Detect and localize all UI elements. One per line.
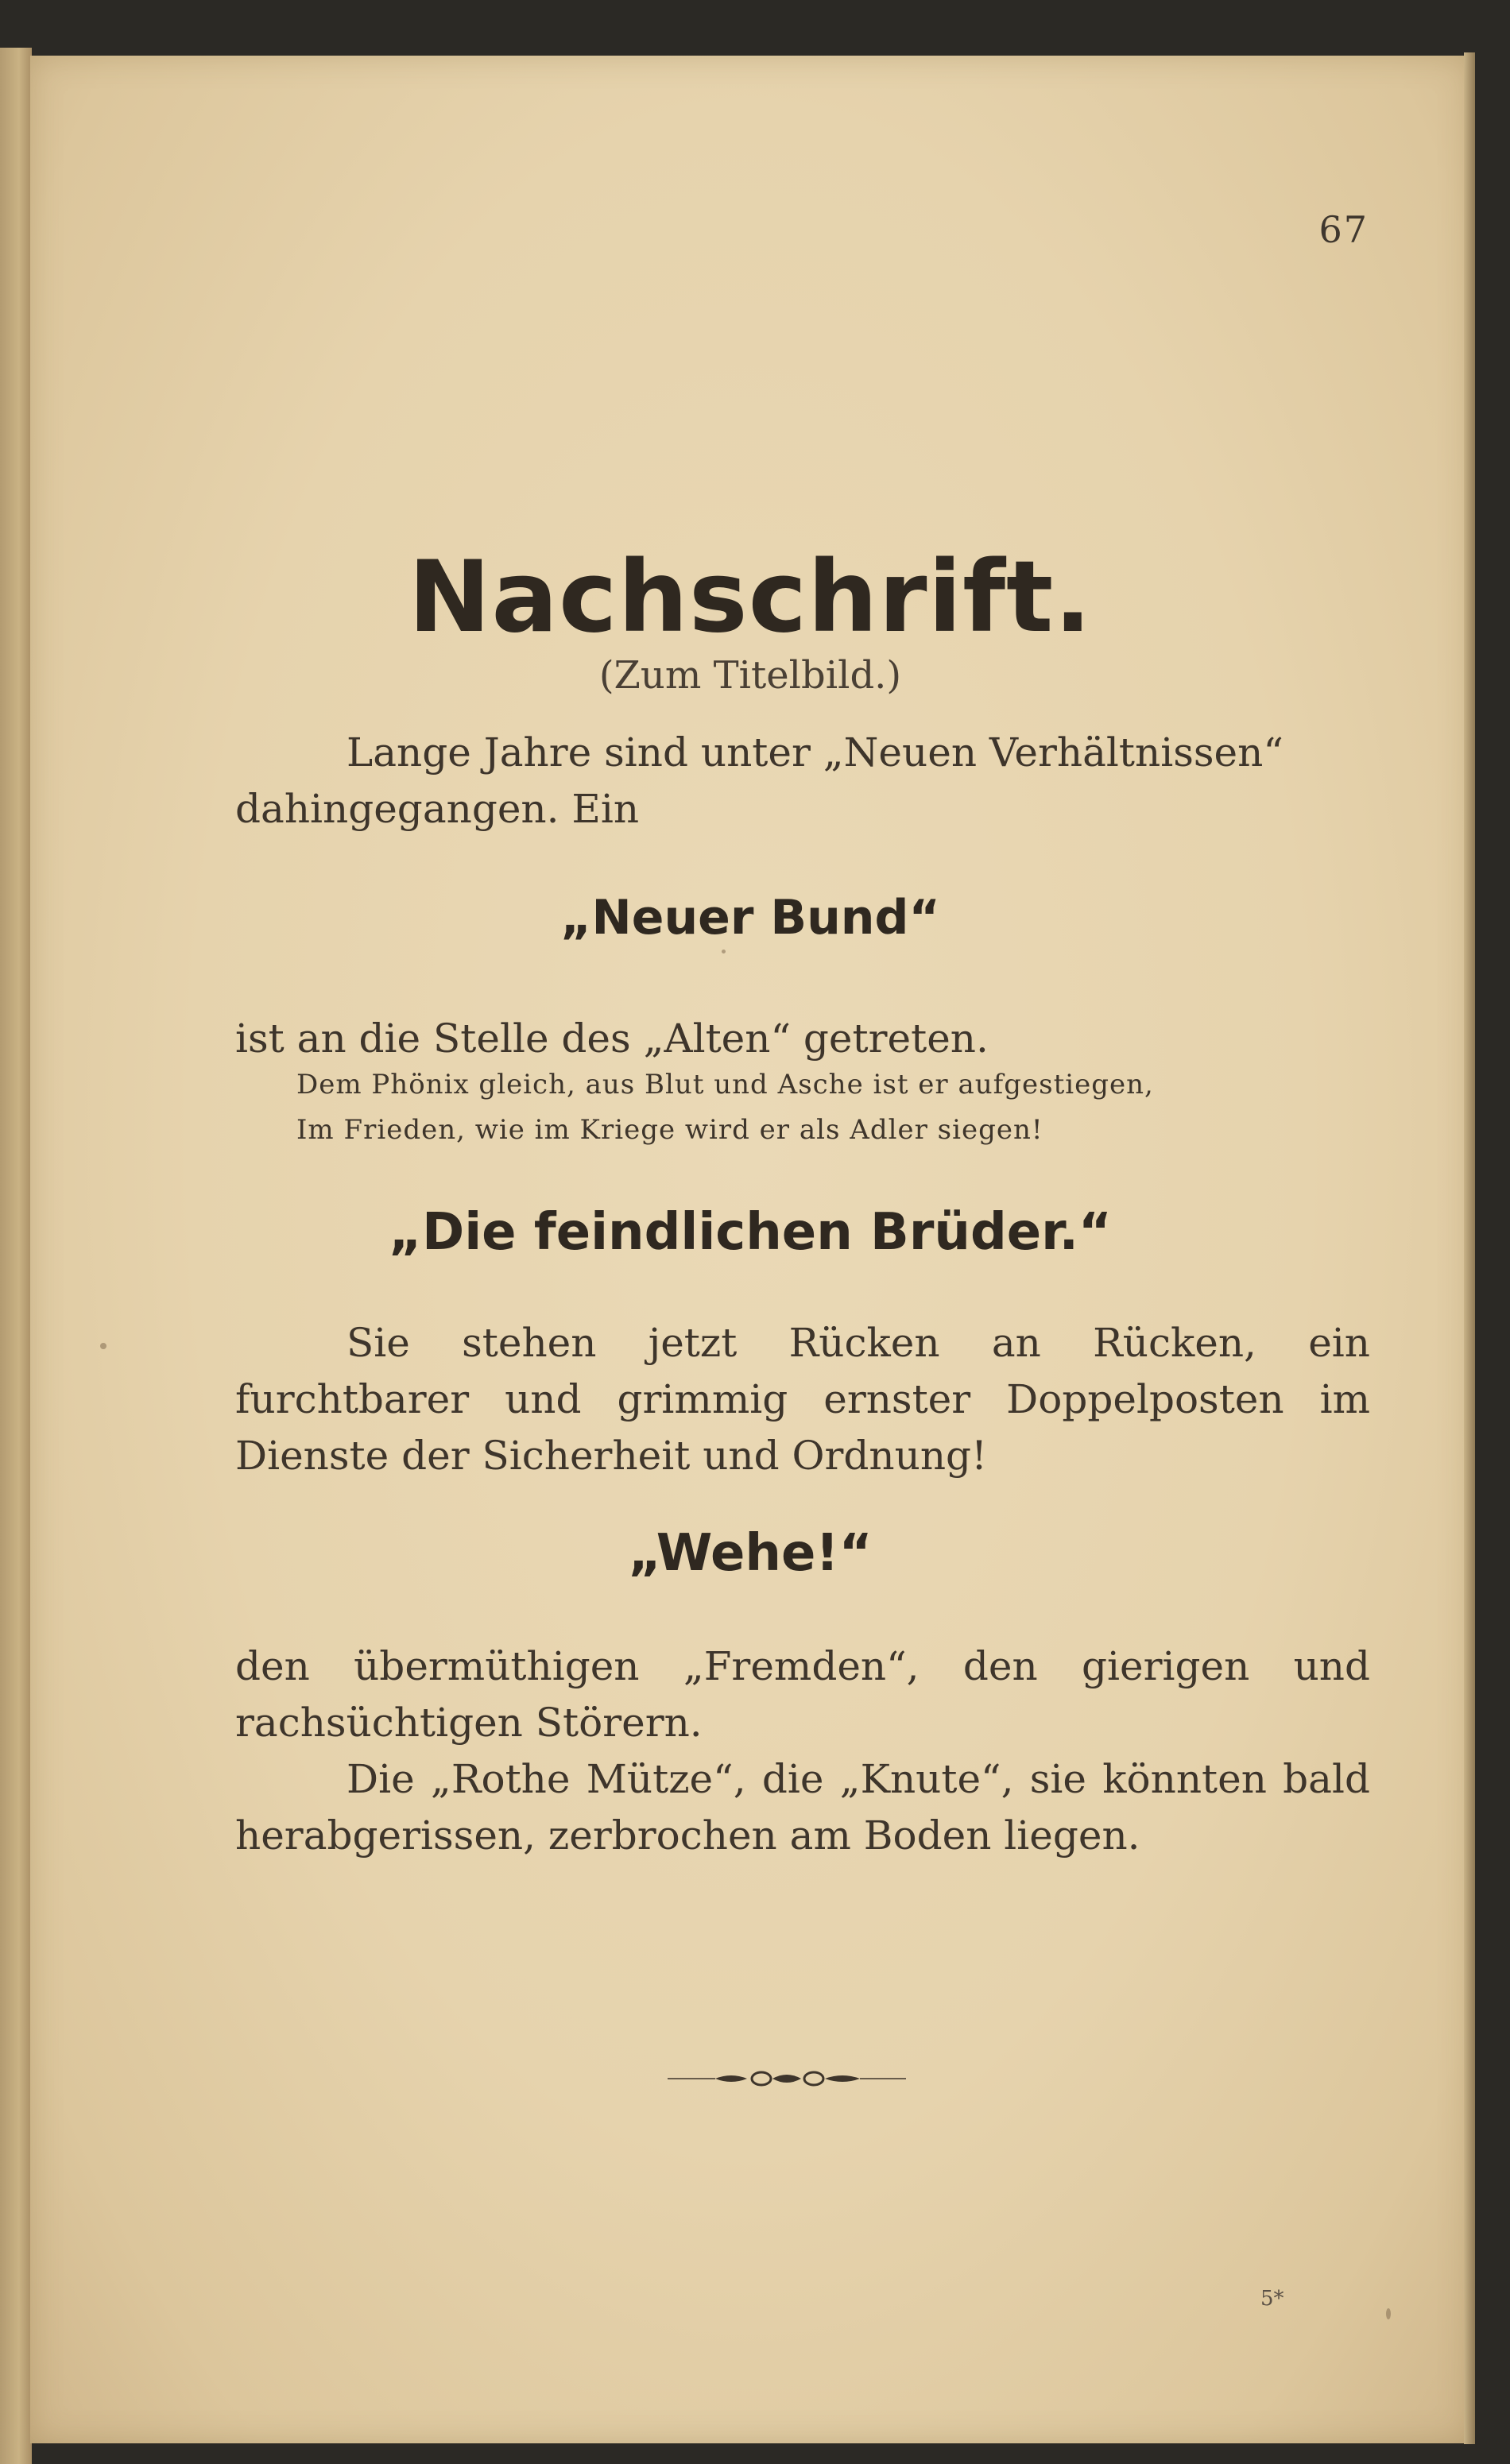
paper-speck (1386, 2308, 1391, 2319)
paper-speck (722, 950, 726, 953)
paragraph-alten: ist an die Stelle des „Alten“ getreten. (235, 1015, 989, 1062)
left-page-edge (0, 48, 32, 2464)
heading-feindliche-brueder: „Die feindlichen Brüder.“ (389, 1203, 1112, 1262)
paragraph-brueder: Sie stehen jetzt Rücken an Rücken, ein furchtbarer und grimmig ernster Doppelposten im Dienste der Sicherheit und Ordnung! (235, 1320, 1370, 1479)
paragraph-rothe-muetze: Die „Rothe Mütze“, die „Knute“, sie könnten bald herabgerissen, zerbrochen am Boden liegen. (235, 1756, 1370, 1859)
paragraph-intro-line2: dahingegangen. Ein (235, 786, 640, 832)
heading-neuer-bund: „Neuer Bund“ (560, 890, 940, 946)
paragraph-wehe: den übermüthigen „Fremden“, den gierigen und rachsüchtigen Störern. (235, 1643, 1370, 1746)
signature-mark: 5* (1260, 2287, 1284, 2311)
verse-line-1: Dem Phönix gleich, aus Blut und Asche ist er aufgestiegen, (296, 1069, 1154, 1100)
verse-line-2: Im Frieden, wie im Kriege wird er als Adler siegen! (296, 1114, 1043, 1146)
heading-wehe: „Wehe!“ (628, 1524, 873, 1583)
paper-speck (100, 1343, 106, 1349)
page-title: Nachschrift. (408, 540, 1093, 655)
end-ornament (668, 2068, 906, 2090)
paragraph-intro-line1: Lange Jahre sind unter „Neuen Verhältnissen“ (347, 729, 1284, 776)
right-page-edge (1464, 52, 1475, 2444)
book-page (30, 56, 1470, 2443)
page-number: 67 (1318, 208, 1369, 251)
page-subtitle: (Zum Titelbild.) (598, 653, 902, 698)
